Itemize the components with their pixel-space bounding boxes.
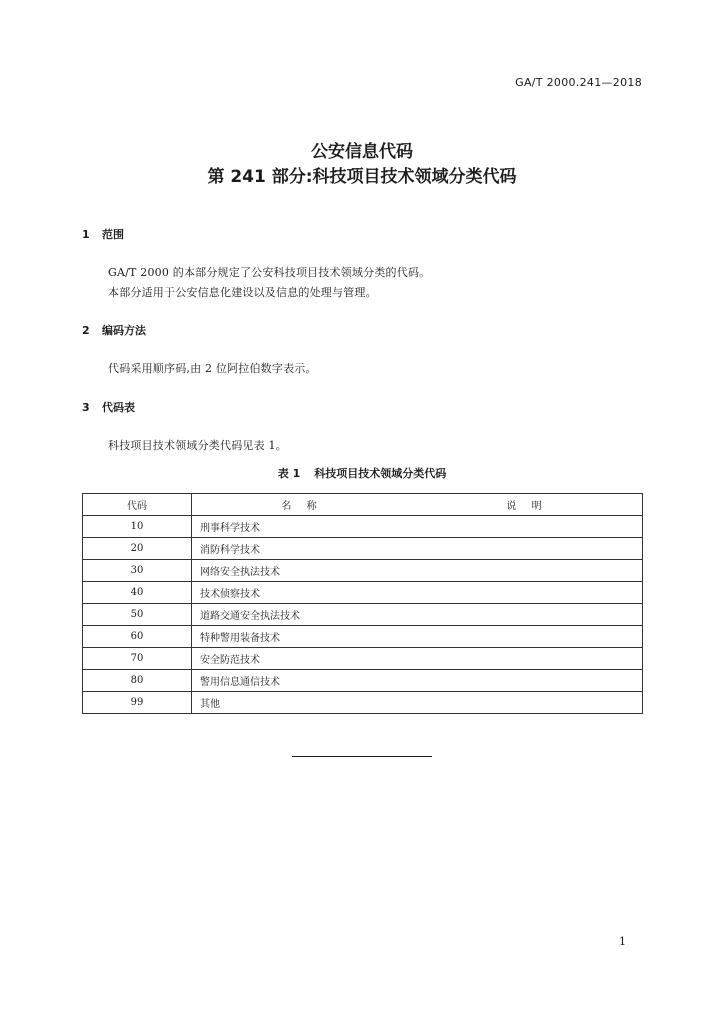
row-description xyxy=(412,604,643,626)
title-line-2: 第 241 部分:科技项目技术领域分类代码 xyxy=(207,167,517,187)
row-name: 刑事科学技术 xyxy=(192,516,413,538)
end-rule-divider xyxy=(292,756,432,757)
header-description: 说 明 xyxy=(412,494,643,516)
row-name: 网络安全执法技术 xyxy=(192,560,413,582)
row-description xyxy=(412,626,643,648)
table-header-row xyxy=(83,494,643,516)
section-1-paragraph-2: 本部分适用于公安信息化建设以及信息的处理与管理。 xyxy=(108,286,377,299)
row-name: 技术侦察技术 xyxy=(192,582,413,604)
table-row xyxy=(83,692,643,714)
header-code: 代码 xyxy=(83,494,192,516)
section-1-paragraph-1: GA/T 2000 的本部分规定了公安科技项目技术领域分类的代码。 xyxy=(108,266,431,279)
table-row xyxy=(83,604,643,626)
section-title: 范围 xyxy=(102,228,124,241)
row-code: 30 xyxy=(83,560,192,582)
document-code: GA/T 2000.241—2018 xyxy=(515,76,642,89)
section-number: 2 xyxy=(82,324,90,337)
section-title: 编码方法 xyxy=(102,324,146,337)
table-row xyxy=(83,626,643,648)
row-name: 消防科学技术 xyxy=(192,538,413,560)
row-description xyxy=(412,560,643,582)
table-row xyxy=(83,670,643,692)
table-caption-number: 表 1 xyxy=(277,467,301,480)
table-row xyxy=(83,538,643,560)
row-code: 70 xyxy=(83,648,192,670)
row-code: 80 xyxy=(83,670,192,692)
row-name: 安全防范技术 xyxy=(192,648,413,670)
row-description xyxy=(412,670,643,692)
row-name: 其他 xyxy=(192,692,413,714)
row-description xyxy=(412,582,643,604)
table-caption-title: 科技项目技术领域分类代码 xyxy=(314,467,447,480)
section-1-heading xyxy=(82,226,124,242)
row-name: 特种警用装备技术 xyxy=(192,626,413,648)
row-code: 10 xyxy=(83,516,192,538)
row-code: 50 xyxy=(83,604,192,626)
row-description xyxy=(412,538,643,560)
title-line-1: 公安信息代码 xyxy=(311,142,413,162)
row-name: 警用信息通信技术 xyxy=(192,670,413,692)
row-code: 40 xyxy=(83,582,192,604)
row-code: 60 xyxy=(83,626,192,648)
table-row xyxy=(83,560,643,582)
row-code: 99 xyxy=(83,692,192,714)
table-row xyxy=(83,582,643,604)
table-caption xyxy=(0,465,724,481)
section-2-paragraph-1: 代码采用顺序码,由 2 位阿拉伯数字表示。 xyxy=(108,362,317,375)
code-table xyxy=(82,493,643,714)
section-3-heading xyxy=(82,399,135,415)
section-2-heading xyxy=(82,322,146,338)
table-row xyxy=(83,648,643,670)
row-name: 道路交通安全执法技术 xyxy=(192,604,413,626)
page-number: 1 xyxy=(619,935,626,948)
document-title xyxy=(0,140,724,190)
section-title: 代码表 xyxy=(102,401,135,414)
header-name: 名 称 xyxy=(192,494,413,516)
row-code: 20 xyxy=(83,538,192,560)
row-description xyxy=(412,516,643,538)
row-description xyxy=(412,692,643,714)
section-number: 3 xyxy=(82,401,90,414)
section-number: 1 xyxy=(82,228,90,241)
section-3-paragraph-1: 科技项目技术领域分类代码见表 1。 xyxy=(108,439,287,452)
table-row xyxy=(83,516,643,538)
row-description xyxy=(412,648,643,670)
